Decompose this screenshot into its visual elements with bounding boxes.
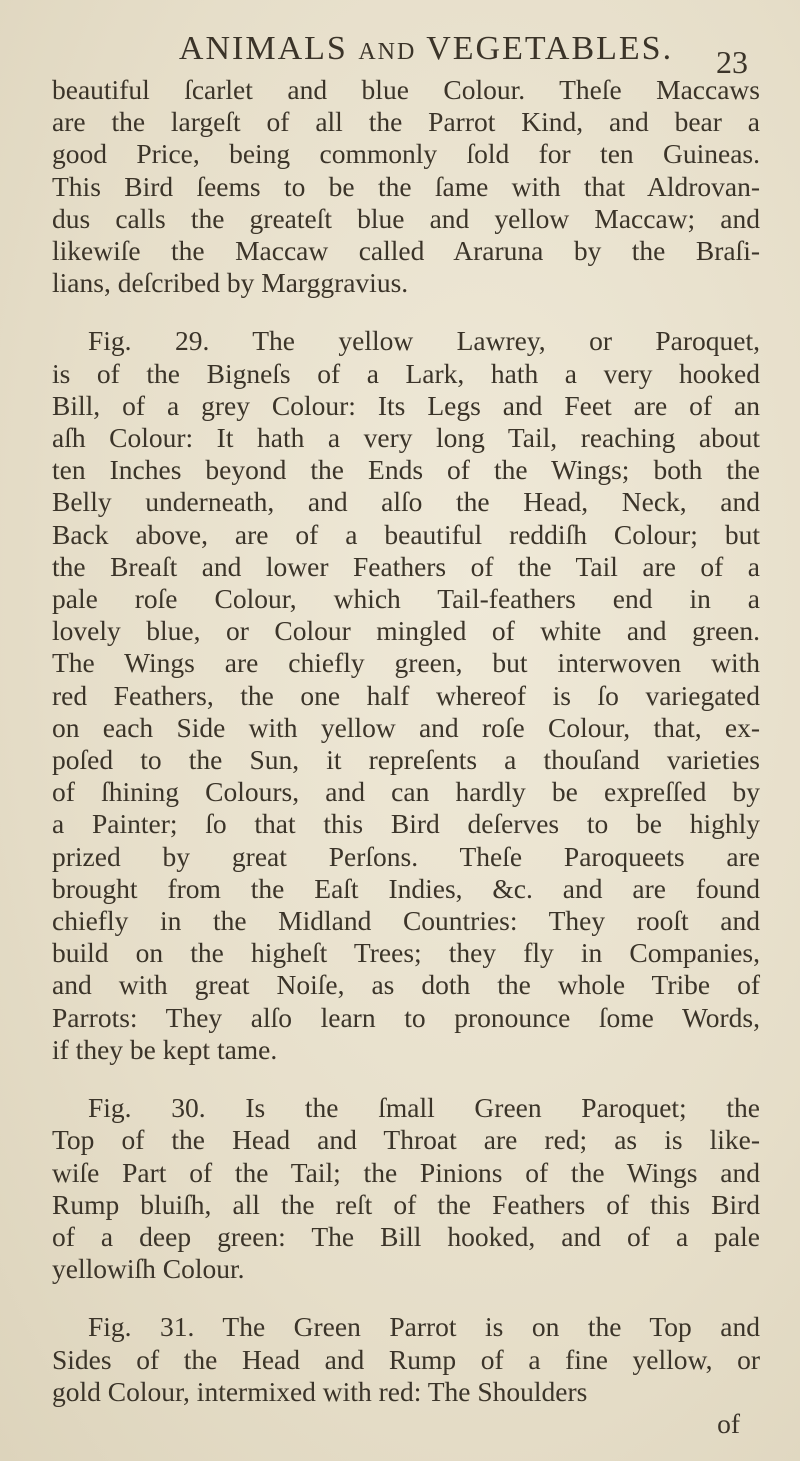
text-line: Rump bluiſh, all the reſt of the Feathers of this Bird: [52, 1188, 760, 1220]
paragraph-gap: [52, 1066, 760, 1092]
text-line: lovely blue, or Colour mingled of white and green.: [52, 615, 760, 647]
text-line: dus calls the greateſt blue and yellow Maccaw; and: [52, 202, 760, 234]
text-line: Back above, are of a beautiful reddiſh Colour; but: [52, 518, 760, 550]
text-line: is of the Bigneſs of a Lark, hath a very hooked: [52, 357, 760, 389]
text-line: of ſhining Colours, and can hardly be expreſſed by: [52, 776, 760, 808]
paragraph-p4: [52, 1311, 760, 1408]
text-line: pale roſe Colour, which Tail-feathers end in a: [52, 583, 760, 615]
text-line: Top of the Head and Throat are red; as is like-: [52, 1124, 760, 1156]
text-line: yellowiſh Colour.: [52, 1253, 245, 1285]
text-line: aſh Colour: It hath a very long Tail, reaching about: [52, 422, 760, 454]
body-text: [52, 74, 760, 1408]
text-line: red Feathers, the one half whereof is ſo variegated: [52, 679, 760, 711]
running-head: [52, 30, 760, 68]
text-line: good Price, being commonly ſold for ten Guineas.: [52, 138, 760, 170]
text-line: likewiſe the Maccaw called Araruna by the Braſi-: [52, 235, 760, 267]
paragraph-p1: [52, 74, 760, 299]
text-line: poſed to the Sun, it repreſents a thouſand varieties: [52, 744, 760, 776]
text-line: beautiful ſcarlet and blue Colour. Theſe Maccaws: [52, 74, 760, 105]
text-line: chiefly in the Midland Countries: They rooſt and: [52, 905, 760, 937]
text-line: Fig. 31. The Green Parrot is on the Top and: [88, 1311, 760, 1343]
text-line: a Painter; ſo that this Bird deſerves to be highly: [52, 808, 760, 840]
text-line: prized by great Perſons. Theſe Paroqueets are: [52, 840, 760, 872]
text-line: Fig. 30. Is the ſmall Green Paroquet; the: [88, 1092, 760, 1124]
text-line: Fig. 29. The yellow Lawrey, or Paroquet,: [88, 325, 760, 357]
text-line: wiſe Part of the Tail; the Pinions of the Wings and: [52, 1156, 760, 1188]
text-line: of a deep green: The Bill hooked, and of a pale: [52, 1220, 760, 1252]
paragraph-gap: [52, 1285, 760, 1311]
text-line: lians, deſcribed by Marggravius.: [52, 267, 409, 299]
text-line: brought from the Eaſt Indies, &c. and are found: [52, 872, 760, 904]
page-number: 23: [716, 44, 748, 80]
paragraph-gap: [52, 299, 760, 325]
paragraph-p2: [52, 325, 760, 1066]
text-line: Parrots: They alſo learn to pronounce ſome Words,: [52, 1001, 760, 1033]
catchword: of: [717, 1407, 740, 1439]
text-line: if they be kept tame.: [52, 1033, 278, 1065]
text-line: Bill, of a grey Colour: Its Legs and Feet are of an: [52, 389, 760, 421]
text-line: the Breaſt and lower Feathers of the Tail are of a: [52, 550, 760, 582]
text-line: build on the higheſt Trees; they fly in Companies,: [52, 937, 760, 969]
text-line: Sides of the Head and Rump of a fine yellow, or: [52, 1343, 760, 1375]
paragraph-p3: [52, 1092, 760, 1285]
text-line: on each Side with yellow and roſe Colour, that, ex-: [52, 711, 760, 743]
text-line: The Wings are chiefly green, but interwoven with: [52, 647, 760, 679]
text-line: Belly underneath, and alſo the Head, Neck, and: [52, 486, 760, 518]
text-line: and with great Noiſe, as doth the whole Tribe of: [52, 969, 760, 1001]
text-line: ten Inches beyond the Ends of the Wings; both the: [52, 454, 760, 486]
text-line: This Bird ſeems to be the ſame with that Aldrovan-: [52, 170, 760, 202]
text-line: gold Colour, intermixed with red: The Shoulders: [52, 1375, 588, 1407]
running-title: ANIMALS and VEGETABLES.: [178, 30, 674, 67]
text-line: are the largeſt of all the Parrot Kind, and bear a: [52, 106, 760, 138]
